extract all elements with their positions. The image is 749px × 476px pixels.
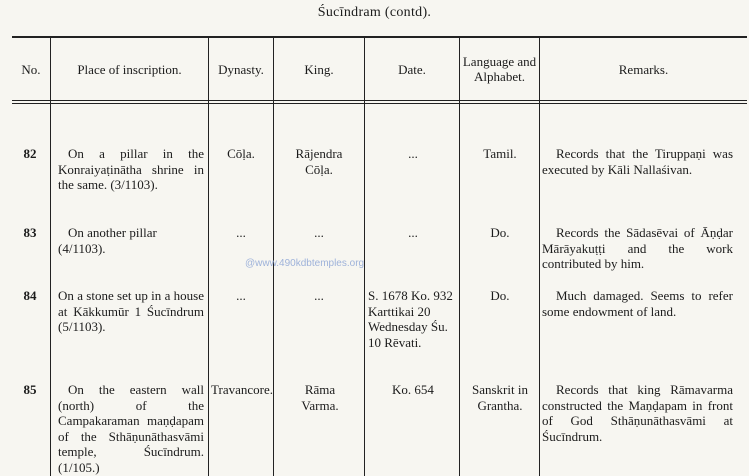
row-language: Do. [490,288,510,303]
row-no: 84 [23,288,37,303]
row-king: Rāma Varma. [301,382,339,413]
column-divider [273,37,274,476]
column-divider [208,37,209,476]
row-no: 85 [23,382,37,397]
page-title: Śucīndram (contd). [317,5,432,20]
column-divider [539,37,540,476]
header-king: King. [304,61,334,77]
row-place: On the eastern wall (north) of the Campakaraman maṇḍapam of the Sthāṇunāthasvāmi temple, Śucīndrum. (1/105.) [58,382,204,475]
row-date: S. 1678 Ko. 932 Karttikai 20 Wednesday Śu. 10 Rēvati. [368,288,453,350]
column-divider [459,37,460,476]
column-divider [50,37,51,476]
row-language: Sanskrit in Grantha. [472,382,528,413]
header-place: Place of inscription. [77,61,182,77]
header-date: Date. [398,61,426,77]
header-no: No. [21,61,41,77]
watermark-text: @www.490kdbtemples.org [245,258,365,269]
row-language: Tamil. [483,146,517,161]
row-remarks: Records that the Tiruppaṇi was executed by Kāli Nallaśivan. [542,146,733,177]
row-place: On a pillar in the Konraiyaṭinātha shrine in the same. (3/1103). [58,146,204,192]
header-rule-second [12,103,747,104]
row-dynasty: ... [236,225,246,240]
row-remarks: Records that king Rāmavarma constructed the Maṇḍapam in front of God Sthāṇunāthasvāmi at Śucīndrum. [542,382,733,444]
row-remarks: Much damaged. Seems to refer some endowment of land. [542,288,733,319]
row-remarks: Records the Sādasēvai of Āṇḍar Mārāyakuṭṭi and the work contributed by him. [542,225,733,271]
header-rule [12,100,747,101]
top-rule [12,36,747,38]
row-date: ... [408,146,418,161]
row-date: ... [408,225,418,240]
row-king: ... [314,225,324,240]
column-divider [364,37,365,476]
header-language: Language and Alphabet. [462,54,537,84]
row-king: Rājendra Cōḷa. [295,146,343,177]
row-king: ... [314,288,324,303]
row-date: Ko. 654 [392,382,434,397]
header-remarks: Remarks. [618,61,669,77]
row-dynasty: Travancore. [211,382,273,397]
row-language: Do. [490,225,510,240]
row-no: 82 [23,146,37,161]
header-dynasty: Dynasty. [218,61,264,77]
row-dynasty: Cōḷa. [227,146,255,161]
row-no: 83 [23,225,37,240]
row-place: On another pillar (4/1103). [58,225,157,256]
row-place: On a stone set up in a house at Kākkumūr 1 Śucīndrum (5/1103). [58,288,204,334]
row-dynasty: ... [236,288,246,303]
